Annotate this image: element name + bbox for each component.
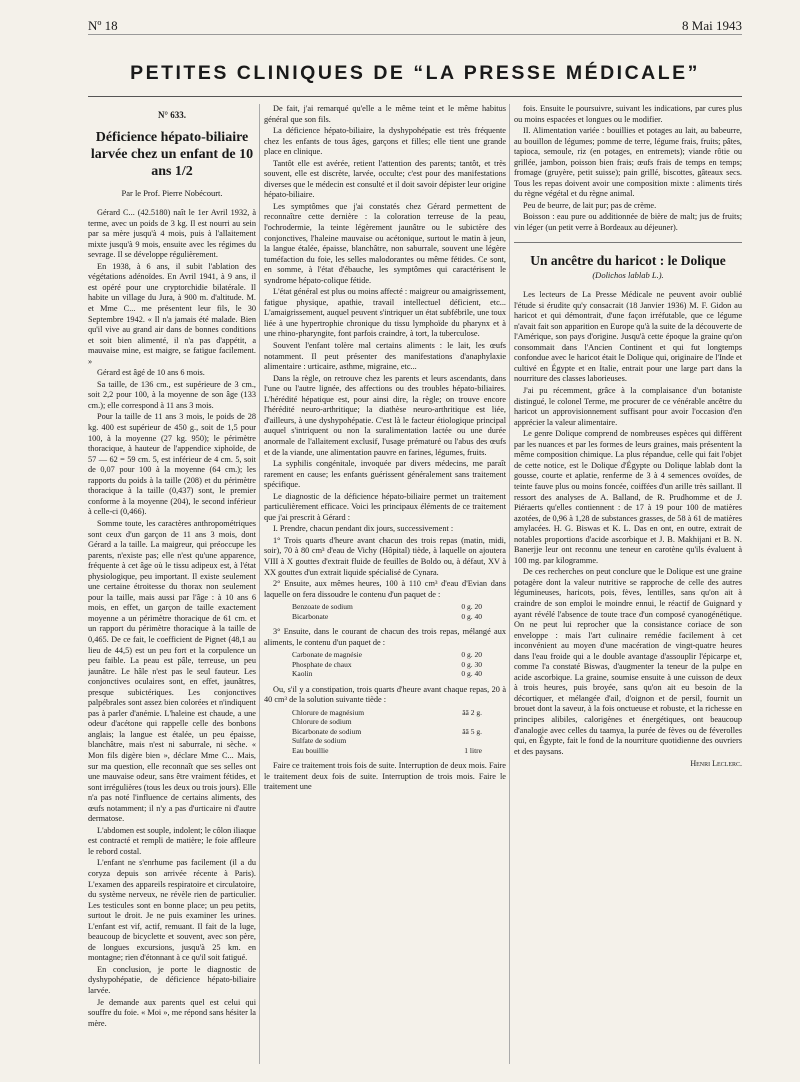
prescription-line <box>264 602 506 612</box>
column-3 <box>514 104 742 1064</box>
rx-name: Kaolin <box>292 669 313 679</box>
article-divider <box>514 242 742 243</box>
paragraph: Pour la taille de 11 ans 3 mois, le poids de 28 kg. 400 est supérieur de 450 g., soit de 1,5 pour 100, à la moyenne (27 kg. 950); le périmètre thoracique, à hauteur de l'appendice xiphoïde, de 57 — 62 = 59 cm. 5, est inférieur de 4 cm. 5, soit de 0,07 pour 100 à la moyenne (64 cm.); les rapports du poids à la taille (208) et du périmètre thoracique à la taille (0,437) sont, le premier conforme à la moyenne (204), le second inférieur à celle-ci (0,466). <box>88 412 256 517</box>
paragraph: 2° Ensuite, aux mêmes heures, 100 à 110 cm³ d'eau d'Evian dans laquelle on fera dissoudre le contenu d'un paquet de : <box>264 579 506 599</box>
page-header <box>88 14 742 35</box>
paragraph: Je demande aux parents quel est celui qui souffre du foie. « Moi », me répond sans hésiter la mère. <box>88 997 256 1028</box>
prescription-line <box>264 612 506 622</box>
rx-dose: 0 g. 40 <box>461 669 482 679</box>
prescription-line <box>264 660 506 670</box>
paragraph: II. Alimentation variée : bouillies et potages au lait, au babeurre, au bouillon de légumes; pomme de terre, légume frais, fruits; pâtes, tapioca, semoule, riz (en potages, en entremets); viande rôtie ou grillée, jambon, poisson bien frais; œufs frais de temps en temps; fromage (gruyère, petit suisse); pain grillé, biscottes, gâteaux secs. Tous les repas doivent avoir une composition mixte : aliments tirés du règne végétal et du règne animal. <box>514 126 742 199</box>
paragraph: L'abdomen est souple, indolent; le côlon iliaque est contracté et rempli de matière; le foie affleure le rebord costal. <box>88 825 256 856</box>
paragraph: Souvent l'enfant tolère mal certains aliments : le lait, les œufs notamment. Il peut présenter des manifestations d'anaphylaxie alimentaire : urticaire, asthme, migraine, etc... <box>264 341 506 372</box>
rx-name: Bicarbonate de sodium <box>292 726 362 736</box>
prescription-line <box>264 717 506 727</box>
article-subtitle: (Dolichos lablab L.). <box>592 269 664 280</box>
rx-dose: 0 g. 20 <box>461 602 482 612</box>
column-1 <box>88 104 256 1064</box>
paragraph: Peu de beurre, de lait pur; pas de crème. <box>523 200 657 210</box>
paragraph: 1° Trois quarts d'heure avant chacun des trois repas (matin, midi, soir), 70 à 80 cm³ d'eau de Vichy (Hôpital) tiède, à laquelle on ajoutera VIII à X gouttes d'extrait fluide de feuilles de Boldo ou, à défaut, XV à XX gouttes d'un extrait liquide spécialisé de Cynara. <box>264 535 506 577</box>
article-byline: Par le Prof. Pierre Nobécourt. <box>121 187 223 198</box>
rx-name: Benzoate de sodium <box>292 602 353 612</box>
page-title: PETITES CLINIQUES DE “LA PRESSE MÉDICALE” <box>130 62 700 84</box>
rx-name: Phosphate de chaux <box>292 659 352 669</box>
paragraph: L'enfant ne s'enrhume pas facilement (il a du coryza depuis son arrivée récente à Paris). L'examen des appareils respiratoire et circulatoire, du système nerveux, ne révèle rien de particulier. Les testicules sont en bonne place; un peu petits, surtout le droit. Je ne puis examiner les urines. L'enfant est vif, actif, remuant. Il fait de la luge, beaucoup de bicyclette et souvent, avec son père, de longues excursions, jusqu'à 25 km. en montagne; rien d'étonnant à ce qu'il soit fatigué. <box>88 858 256 963</box>
prescription-3 <box>264 708 506 756</box>
paragraph: La syphilis congénitale, invoquée par divers médecins, me paraît rarement en cause; les enfants guérissent généralement sans traitement spécifique. <box>264 459 506 490</box>
paragraph: Les symptômes que j'ai constatés chez Gérard permettent de reconnaître cette dernière : la coloration terreuse de la peau, l'ochrodermie, la teinte légèrement jaunâtre ou le subictère des conjonctives, l'haleine mauvaise ou acétonique, surtout le matin à jeun, la langue étalée, épaisse, blanchâtre, non saburrale, souvent une légère tuméfaction du foie, les selles malodorantes ou même fétides. Ce sont, en somme, à l'état d'ébauche, les symptômes qui caractérisent le syndrome hépato-colique fétide. <box>264 201 506 285</box>
paragraph: Le genre Dolique comprend de nombreuses espèces qui diffèrent par les nuances et par les formes de leurs graines, mais présentent la même composition chimique. La plus répandue, celle qui fait l'objet de cette notice, est le Dolique d'Égypte ou Dolique lablab dont la gousse, courte et aplatie, renferme de 3 à 4 semences ovoïdes, de teinte fauve plus ou moins foncée, coiffées d'un arille très saillant. Il ressort des analyses de A. Balland, de R. Prudhomme et de J. Piéraerts qu'elles contiennent : de 17 à 19 pour 100 de matières azotées, de 0,96 à 1,28 de substances grasses, de 58 à 61 de matières amylacées. H. G. Biswas et K. L. Das en ont, en outre, extrait de notables proportions d'acide ascorbique et J. B. Makhijani et B. N. Banerjje leur ont reconnu une teneur en carotène qu'ils évaluent à 100 mg. par kilogramme. <box>514 429 742 565</box>
prescription-line <box>264 669 506 679</box>
article-number: N° 633. <box>157 110 187 120</box>
issue-number: Nº 18 <box>88 18 118 33</box>
column-separator <box>259 104 260 1064</box>
prescription-line <box>264 708 506 718</box>
rx-dose: 0 g. 40 <box>461 611 482 621</box>
paragraph: Faire ce traitement trois fois de suite. Interruption de deux mois. Faire le traitement deux fois de suite. Interruption de trois mois. Faire le traitement une <box>264 761 506 792</box>
prescription-2 <box>264 650 506 679</box>
paragraph: Gérard C... (42.5180) naît le 1er Avril 1932, à terme, avec un poids de 3 kg. Il est nourri au sein par sa mère jusqu'à 4 mois, puis à l'allaitement mixte jusqu'à 9 mois, ensuite avec les régimes du sevrage. Il se développe régulièrement. <box>88 208 256 260</box>
prescription-line <box>264 727 506 737</box>
paragraph: Gérard est âgé de 10 ans 6 mois. <box>97 368 205 378</box>
issue-date: 8 Mai 1943 <box>682 18 742 33</box>
paragraph: Boisson : eau pure ou additionnée de bière de malt; jus de fruits; vin léger (un petit verre à Bordeaux au déjeuner). <box>514 212 742 233</box>
prescription-line <box>264 736 506 746</box>
article-signature: Henri Leclerc. <box>690 759 742 769</box>
rx-name: Sulfate de sodium <box>292 736 347 746</box>
article-title: Un ancêtre du haricot : le Dolique <box>530 252 726 268</box>
paragraph: L'état général est plus ou moins affecté : maigreur ou amaigrissement, fatigue physique, apathie, travail intellectuel déficient, etc... L'amaigrissement, auquel peuvent s'intriquer un état subfébrile, une toux liée à une hypertrophie chronique du tissu lymphoïde du pharynx et à une rhino-pharyngite, font parfois craindre, à tort, la tuberculose. <box>264 287 506 339</box>
paragraph: Le diagnostic de la déficience hépato-biliaire permet un traitement particulièrement efficace. Voici les principaux éléments de ce traitement que j'ai prescrit à Gérard : <box>264 491 506 522</box>
prescription-1 <box>264 602 506 621</box>
article-title: Déficience hépato-biliaire larvée chez un enfant de 10 ans 1/2 <box>90 129 254 179</box>
paragraph: Tantôt elle est avérée, retient l'attention des parents; tantôt, et très souvent, elle est discrète, larvée, occulte; c'est pour des manifestations diverses que le médecin est consulté et il doit savoir dépister leur origine hépato-biliaire. <box>264 158 506 200</box>
rx-dose: āā 2 g. <box>462 707 482 717</box>
paragraph: De fait, j'ai remarqué qu'elle a le même teint et le même habitus général que son fils. <box>264 104 506 124</box>
rx-name: Bicarbonate <box>292 611 329 621</box>
rx-dose: 0 g. 20 <box>461 650 482 660</box>
paragraph: I. Prendre, chacun pendant dix jours, successivement : <box>273 524 454 534</box>
paragraph: 3° Ensuite, dans le courant de chacun des trois repas, mélangé aux aliments, le contenu d'un paquet de : <box>264 627 506 647</box>
paragraph: Sa taille, de 136 cm., est supérieure de 3 cm., soit 2,2 pour 100, à la moyenne de son âge (133 cm.); elle correspond à 11 ans 3 mois. <box>88 379 256 410</box>
rx-dose: 0 g. 30 <box>461 659 482 669</box>
paragraph: Somme toute, les caractères anthropométriques sont ceux d'un garçon de 11 ans 3 mois, dont Gérard a la taille. La maigreur, qui préoccupe les parents, n'existe pas; elle n'est qu'une apparence, fréquente à cet âge où le tissu adipeux est, à l'état physiologique, peu important. Il existe seulement une certaine étroitesse du thorax non seulement pour la taille, mais aussi par l'âge : à 10 ans 6 mois, en effet, un garçon de taille exactement moyenne a un périmètre thoracique de 61 cm. et un rapport du périmètre thoracique à la taille de 0,465. De ce fait, le coefficient de Pignet (48,1 au lieu de 44,5) est un peu fort et la corpulence un peu faible. La peau est pâle, terreuse, un peu jaunâtre. Le hâle n'est pas le seul fauteur. Les conjonctives oculaires sont, en effet, jaunâtres, presque subictériques. Les conjonctives palpébrales sont assez bien colorées et n'indiquent pas à parler d'anémie. L'haleine est chaude, a une odeur d'acétone qui rappelle celle des bonbons anglais; la langue est étalée, un peu épaisse, blanchâtre, mais n'est ni saburrale, ni sèche. « Mon fils digère bien », déclare Mme C... Mais, sur ma question, elle reconnaît que ses selles ont une mauvaise odeur, sans être vraiment fétides, et sont irrégulières (tous les deux ou trois jours). Elle n'a pas noté l'influence de certains aliments, des œufs notamment; il n'y a pas d'urticaire ni d'autre dermatose. <box>88 518 256 824</box>
paragraph: Dans la règle, on retrouve chez les parents et leurs ascendants, dans l'une ou l'autre lignée, des affections ou des troubles hépato-biliaires. L'hérédité hépatique est, pour ainsi dire, la règle; on trouve encore l'hérédité neuro-arthritique; la diathèse neuro-arthritique est liée, d'ailleurs, à une dyshypohépatie. C'est là le facteur étiologique principal auquel s'intriquent ou non la suralimentation lactée ou une durée anormale de l'allaitement exclusif, l'usage prématuré ou l'abus des œufs et de la viande, une alimentation pauvre en farines, légumes, fruits. <box>264 373 506 457</box>
paragraph: Ou, s'il y a constipation, trois quarts d'heure avant chaque repas, 20 à 40 cm³ de la solution suivante tiède : <box>264 684 506 705</box>
prescription-line <box>264 650 506 660</box>
title-rule <box>88 96 742 97</box>
paragraph: J'ai pu récemment, grâce à la complaisance d'un botaniste distingué, le colonel Terme, me procurer de ce vénérable ancêtre du haricot un approvisionnement suffisant pour avoir l'occasion d'en apprécier la valeur alimentaire. <box>514 386 742 427</box>
column-2 <box>264 104 506 1064</box>
paragraph: Les lecteurs de La Presse Médicale ne peuvent avoir oublié l'étude si érudite qu'y consacrait (18 Janvier 1936) M. F. Gidon au haricot et qui démontrait, d'une façon irréfutable, que ce légume n'avait fait son apparition en Europe qu'à la suite de la découverte de l'Amérique, son pays d'origine. Jusqu'à cette époque la graine qu'on consommait dans l'Ancien Continent et qui fut longtemps confondue avec le haricot était le Dolique qui, originaire de l'Inde et cultivé en Égypte et en Italie, entrait pour une large part dans la nourriture des classes laborieuses. <box>514 290 742 384</box>
rx-dose: 1 litre <box>464 745 482 755</box>
rx-name: Carbonate de magnésie <box>292 650 362 660</box>
rx-name: Chlorure de magnésium <box>292 707 365 717</box>
rx-name: Eau bouillie <box>292 745 329 755</box>
rx-name: Chlorure de sodium <box>292 717 352 727</box>
paragraph: La déficience hépato-biliaire, la dyshypohépatie est très fréquente chez les enfants de tous âges, garçons et filles; elle tient une grande place en clinique. <box>264 126 506 157</box>
prescription-line <box>264 746 506 756</box>
paragraph: En 1938, à 6 ans, il subit l'ablation des végétations adénoïdes. En Avril 1941, à 9 ans, il est opéré pour une cryptorchidie bilatérale. Il habite un village du Jura, à 900 m. d'altitude. M. et Mme C... me présentent leur fils, le 30 Septembre 1942. « Il n'a jamais été malade. Bien qu'il vive au grand air dans de bonnes conditions et soit bien alimenté, il n'a pas d'appétit, a mauvaise mine, est maigre, se fatigue facilement. » <box>88 261 256 366</box>
rx-dose: āā 5 g. <box>462 726 482 736</box>
paragraph: De ces recherches on peut conclure que le Dolique est une graine potagère dont la valeur nutritive se rapproche de celle des autres légumineuses, haricots, pois, fèves, lentilles, sans qu'on ait à craindre de son emploi le moindre ennui, le réactif de Guignard y ayant révélé l'absence de toute trace d'un composé cyanogénétique. On ne peut lui reprocher que la consistance coriace de son enveloppe : mais l'art culinaire remédie facilement à cet inconvénient au moyen d'une macération de vingt-quatre heures dans l'eau froide qui a le double avantage d'assouplir l'épicarpe et, comme l'a constaté Biswas, d'augmenter la teneur de la pulpe en acide ascorbique. La graine, soumise ensuite à une cuisson de deux à trois heures, puis broyée, sans qu'on ait eu besoin de la décortiquer, et mélangée d'ail, d'oignon et de persil, fournit un brouet dont la saveur, à la fois onctueuse et robuste, et la richesse en principes alibiles, calorigènes et énergétiques, ont beaucoup d'analogie avec celles du taamya, la purée de fèves ou de féverolles qui, en Égypte, fait le fond de la nourriture quotidienne des ouvriers et des paysans. <box>514 567 742 756</box>
paragraph: En conclusion, je porte le diagnostic de dyshypohépatie, de déficience hépato-biliaire larvée. <box>88 964 256 996</box>
column-separator <box>509 104 510 1064</box>
paragraph: fois. Ensuite le poursuivre, suivant les indications, par cures plus ou moins espacées et longues ou le modifier. <box>514 104 742 124</box>
